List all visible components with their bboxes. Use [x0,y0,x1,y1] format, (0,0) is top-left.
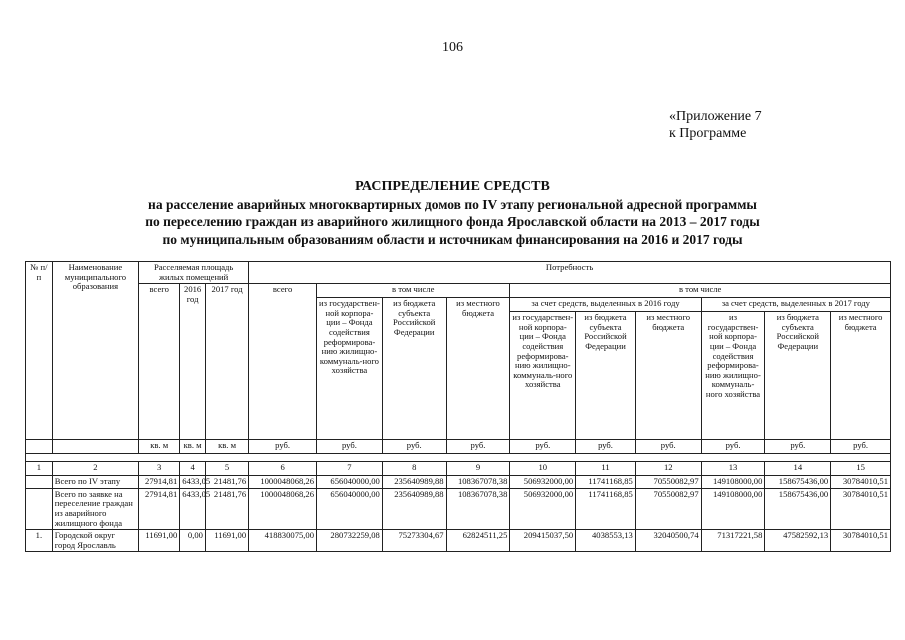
row-num [26,488,53,529]
column-number: 10 [510,462,576,476]
header-need-total: всего [249,284,317,440]
row-cell: 30784010,51 [831,476,891,489]
row-cell: 27914,81 [139,488,180,529]
header-area-total: всего [139,284,180,440]
header-year-2016: за счет средств, выделенных в 2016 году [510,298,701,312]
column-number: 12 [635,462,701,476]
column-number: 9 [446,462,510,476]
header-area-2017: 2017 год [205,284,248,440]
table-row [26,530,891,552]
funding-table [25,261,891,552]
header-name: Наименование муниципального образования [52,262,138,440]
title-line-4: по муниципальным образованиям области и источникам финансирования на 2016 и 2017 годы [162,231,743,247]
header-year-2017: за счет средств, выделенных в 2017 году [701,298,890,312]
column-number: 1 [26,462,53,476]
unit-cell: руб. [831,440,891,454]
unit-cell: руб. [635,440,701,454]
header-fed-2016: из бюджета субъекта Российской Федерации [576,312,636,440]
unit-cell: руб. [765,440,831,454]
row-cell: 6433,05 [180,476,206,489]
unit-cell: руб. [701,440,765,454]
title-main: РАСПРЕДЕЛЕНИЕ СРЕДСТВ [355,179,550,194]
column-number: 6 [249,462,317,476]
column-number: 11 [576,462,636,476]
header-fund-2017: из государствен-ной корпора-ции – Фонда содействия реформирова-нию жилищно-коммуналь-ного хозяйства [701,312,765,440]
column-number: 15 [831,462,891,476]
row-cell: 11691,00 [205,530,248,552]
appendix-line-2: к Программе [669,126,747,141]
row-cell: 11741168,85 [576,488,636,529]
unit-cell: руб. [382,440,446,454]
row-cell: 418830075,00 [249,530,317,552]
row-cell: 62824511,25 [446,530,510,552]
unit-cell: руб. [510,440,576,454]
unit-cell: кв. м [180,440,206,454]
column-number: 8 [382,462,446,476]
row-cell: 1000048068,26 [249,476,317,489]
row-cell: 506932000,00 [510,476,576,489]
row-cell: 32040500,74 [635,530,701,552]
row-cell: 149108000,00 [701,488,765,529]
unit-cell: кв. м [139,440,180,454]
header-incl-1: в том числе [317,284,510,298]
row-cell: 21481,76 [205,476,248,489]
row-cell: 11691,00 [139,530,180,552]
row-cell: 235640989,88 [382,476,446,489]
row-cell: 158675436,00 [765,476,831,489]
row-cell: 21481,76 [205,488,248,529]
header-fund: из государствен-ной корпора-ции – Фонда содействия реформирова-нию жилищно-коммуналь-ного хозяйства [317,298,383,440]
header-fed: из бюджета субъекта Российской Федерации [382,298,446,440]
unit-cell [52,440,138,454]
row-name: Всего по заявке на переселение граждан из аварийного жилищного фонда [52,488,138,529]
appendix-line-1: «Приложение 7 [669,109,762,124]
unit-cell: руб. [249,440,317,454]
row-cell: 108367078,38 [446,476,510,489]
row-num [26,476,53,489]
header-local-2016: из местного бюджета [635,312,701,440]
row-cell: 4038553,13 [576,530,636,552]
column-number: 13 [701,462,765,476]
row-name: Городской округ город Ярославль [52,530,138,552]
row-cell: 75273304,67 [382,530,446,552]
column-number: 2 [52,462,138,476]
row-cell: 30784010,51 [831,530,891,552]
header-area-2016: 2016 год [180,284,206,440]
unit-cell: кв. м [205,440,248,454]
row-cell: 209415037,50 [510,530,576,552]
row-cell: 656040000,00 [317,488,383,529]
row-cell: 506932000,00 [510,488,576,529]
row-cell: 656040000,00 [317,476,383,489]
column-number: 14 [765,462,831,476]
document-title [0,178,905,248]
row-cell: 47582592,13 [765,530,831,552]
appendix-note [669,108,762,142]
column-number: 7 [317,462,383,476]
header-num: № п/п [26,262,53,440]
unit-cell: руб. [576,440,636,454]
header-fed-2017: из бюджета субъекта Российской Федерации [765,312,831,440]
row-cell: 280732259,08 [317,530,383,552]
header-local: из местного бюджета [446,298,510,440]
title-line-2: на расселение аварийных многоквартирных домов по IV этапу региональной адресной программы [148,196,757,212]
header-local-2017: из местного бюджета [831,312,891,440]
row-cell: 0,00 [180,530,206,552]
units-row [26,440,891,454]
spacer-cell [26,454,891,462]
unit-cell [26,440,53,454]
row-cell: 158675436,00 [765,488,831,529]
row-cell: 70550082,97 [635,476,701,489]
header-need: Потребность [249,262,891,284]
spacer-row [26,454,891,462]
row-cell: 149108000,00 [701,476,765,489]
row-name: Всего по IV этапу [52,476,138,489]
header-area: Расселяемая площадь жилых помещений [139,262,249,284]
row-cell: 1000048068,26 [249,488,317,529]
row-cell: 71317221,58 [701,530,765,552]
unit-cell: руб. [446,440,510,454]
column-number: 3 [139,462,180,476]
column-number: 4 [180,462,206,476]
row-cell: 6433,05 [180,488,206,529]
unit-cell: руб. [317,440,383,454]
column-number-row [26,462,891,476]
header-incl-2: в том числе [510,284,891,298]
row-num: 1. [26,530,53,552]
table-row [26,488,891,529]
row-cell: 108367078,38 [446,488,510,529]
row-cell: 235640989,88 [382,488,446,529]
row-cell: 11741168,85 [576,476,636,489]
table-row [26,476,891,489]
page-number: 106 [442,40,463,55]
row-cell: 30784010,51 [831,488,891,529]
title-line-3: по переселению граждан из аварийного жилищного фонда Ярославской области на 2013 – 2017 годы [145,214,760,229]
row-cell: 70550082,97 [635,488,701,529]
column-number: 5 [205,462,248,476]
header-fund-2016: из государствен-ной корпора-ции – Фонда содействия реформирова-нию жилищно-коммуналь-ного хозяйства [510,312,576,440]
row-cell: 27914,81 [139,476,180,489]
